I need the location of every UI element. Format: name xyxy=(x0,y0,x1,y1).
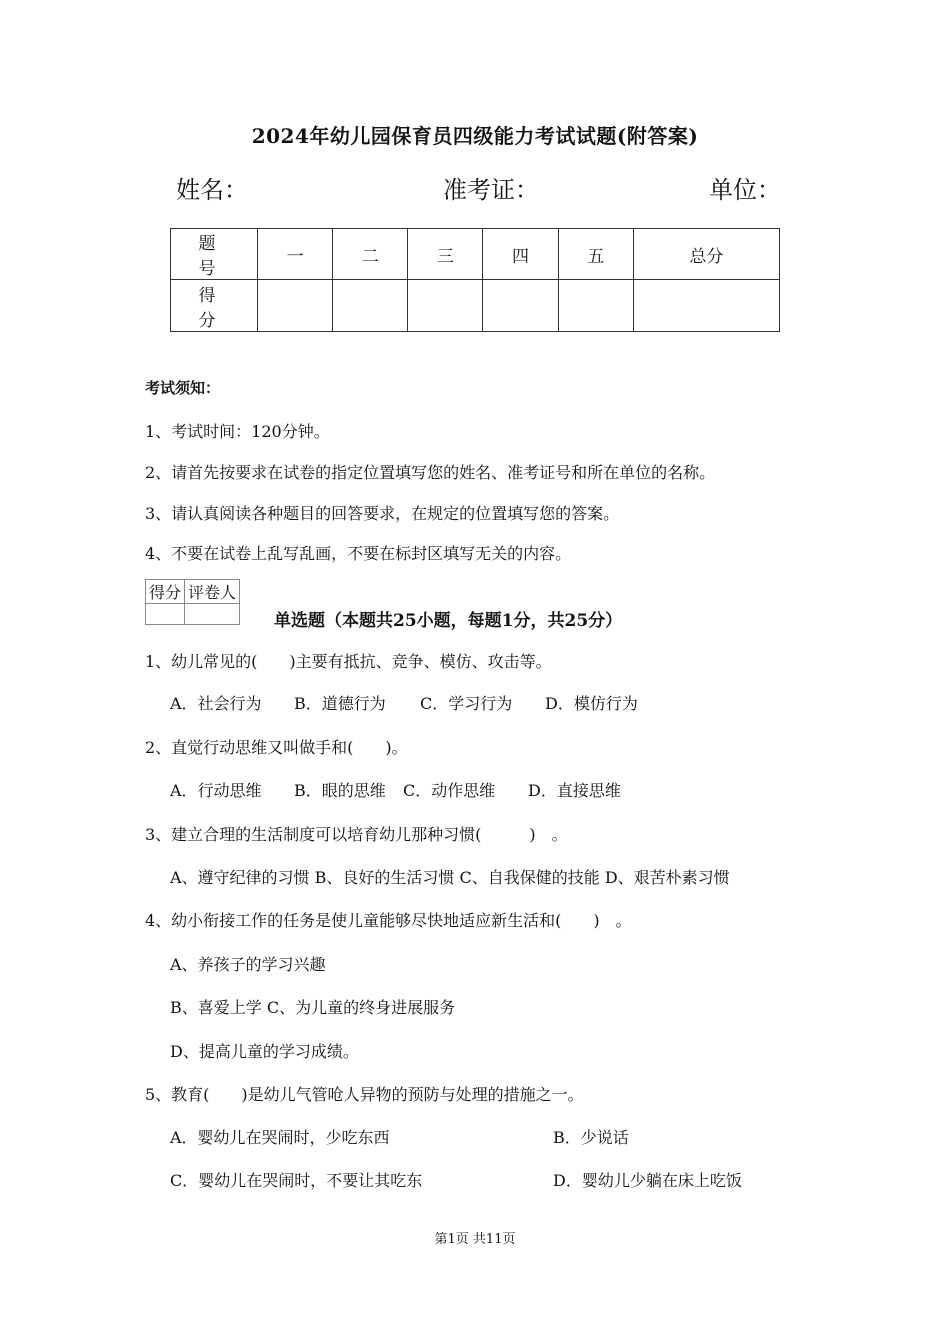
score-cell xyxy=(633,280,779,332)
grader-score-label: 得分 xyxy=(146,580,185,604)
question-stem: 5、教育( )是幼儿气管呛人异物的预防与处理的措施之一。 xyxy=(145,1085,584,1104)
notice-item: 2、请首先按要求在试卷的指定位置填写您的姓名、准考证号和所在单位的名称。 xyxy=(145,463,716,482)
question-number-header: 题 号 xyxy=(171,229,258,280)
notice-title: 考试须知： xyxy=(145,379,221,397)
score-cell xyxy=(408,280,483,332)
question-option: A．行动思维 xyxy=(170,781,262,800)
score-row-header: 得 分 xyxy=(171,280,258,332)
score-cell xyxy=(333,280,408,332)
grader-name-label: 评卷人 xyxy=(185,580,240,604)
question-stem: 3、建立合理的生活制度可以培育幼儿那种习惯( ) 。 xyxy=(145,825,568,844)
question-option: D．模仿行为 xyxy=(545,694,638,713)
question-option: D．婴幼儿少躺在床上吃饭 xyxy=(553,1171,742,1190)
column-header: 三 xyxy=(408,229,483,280)
question-option: C．动作思维 xyxy=(403,781,496,800)
exam-title: 2024年幼儿园保育员四级能力考试试题(附答案) xyxy=(251,124,699,148)
question-options-line: A、遵守纪律的习惯 B、良好的生活习惯 C、自我保健的技能 D、艰苦朴素习惯 xyxy=(170,868,730,887)
question-option: A．婴幼儿在哭闹时，少吃东西 xyxy=(170,1128,390,1147)
column-header: 五 xyxy=(558,229,633,280)
column-header: 总分 xyxy=(633,229,779,280)
score-table-score-row xyxy=(171,280,780,332)
question-option: A．社会行为 xyxy=(170,694,262,713)
question-stem: 1、幼儿常见的( )主要有抵抗、竞争、模仿、攻击等。 xyxy=(145,652,552,671)
grader-score-cell xyxy=(146,604,185,625)
unit-label: 单位： xyxy=(709,176,781,204)
column-header: 四 xyxy=(483,229,558,280)
section-title: 单选题（本题共25小题，每题1分，共25分） xyxy=(274,611,623,631)
notice-item: 4、不要在试卷上乱写乱画，不要在标封区填写无关的内容。 xyxy=(145,544,572,563)
column-header: 二 xyxy=(333,229,408,280)
question-stem: 4、幼小衔接工作的任务是使儿童能够尽快地适应新生活和( ) 。 xyxy=(145,911,632,930)
name-label: 姓名： xyxy=(176,176,248,204)
question-option: B．少说话 xyxy=(553,1128,629,1147)
grader-name-cell xyxy=(185,604,240,625)
question-stem: 2、直觉行动思维又叫做手和( )。 xyxy=(145,738,408,757)
question-option: D、提高儿童的学习成绩。 xyxy=(170,1042,359,1061)
score-table xyxy=(170,228,780,332)
question-option: A、养孩子的学习兴趣 xyxy=(170,955,326,974)
score-cell xyxy=(258,280,333,332)
ticket-label: 准考证： xyxy=(443,176,539,204)
question-option: C．学习行为 xyxy=(420,694,513,713)
grader-box xyxy=(145,579,240,625)
notice-item: 1、考试时间：120分钟。 xyxy=(145,422,330,441)
question-option: B．眼的思维 xyxy=(294,781,386,800)
candidate-info-row xyxy=(176,170,781,204)
notice-item: 3、请认真阅读各种题目的回答要求，在规定的位置填写您的答案。 xyxy=(145,504,620,523)
question-option: C．婴幼儿在哭闹时，不要让其吃东 xyxy=(170,1171,423,1190)
question-option: B、喜爱上学 C、为儿童的终身进展服务 xyxy=(170,998,456,1017)
score-cell xyxy=(483,280,558,332)
score-cell xyxy=(558,280,633,332)
column-header: 一 xyxy=(258,229,333,280)
page-footer: 第1页 共11页 xyxy=(434,1232,516,1247)
question-option: B．道德行为 xyxy=(294,694,386,713)
score-table-header-row xyxy=(171,229,780,280)
question-option: D．直接思维 xyxy=(528,781,621,800)
